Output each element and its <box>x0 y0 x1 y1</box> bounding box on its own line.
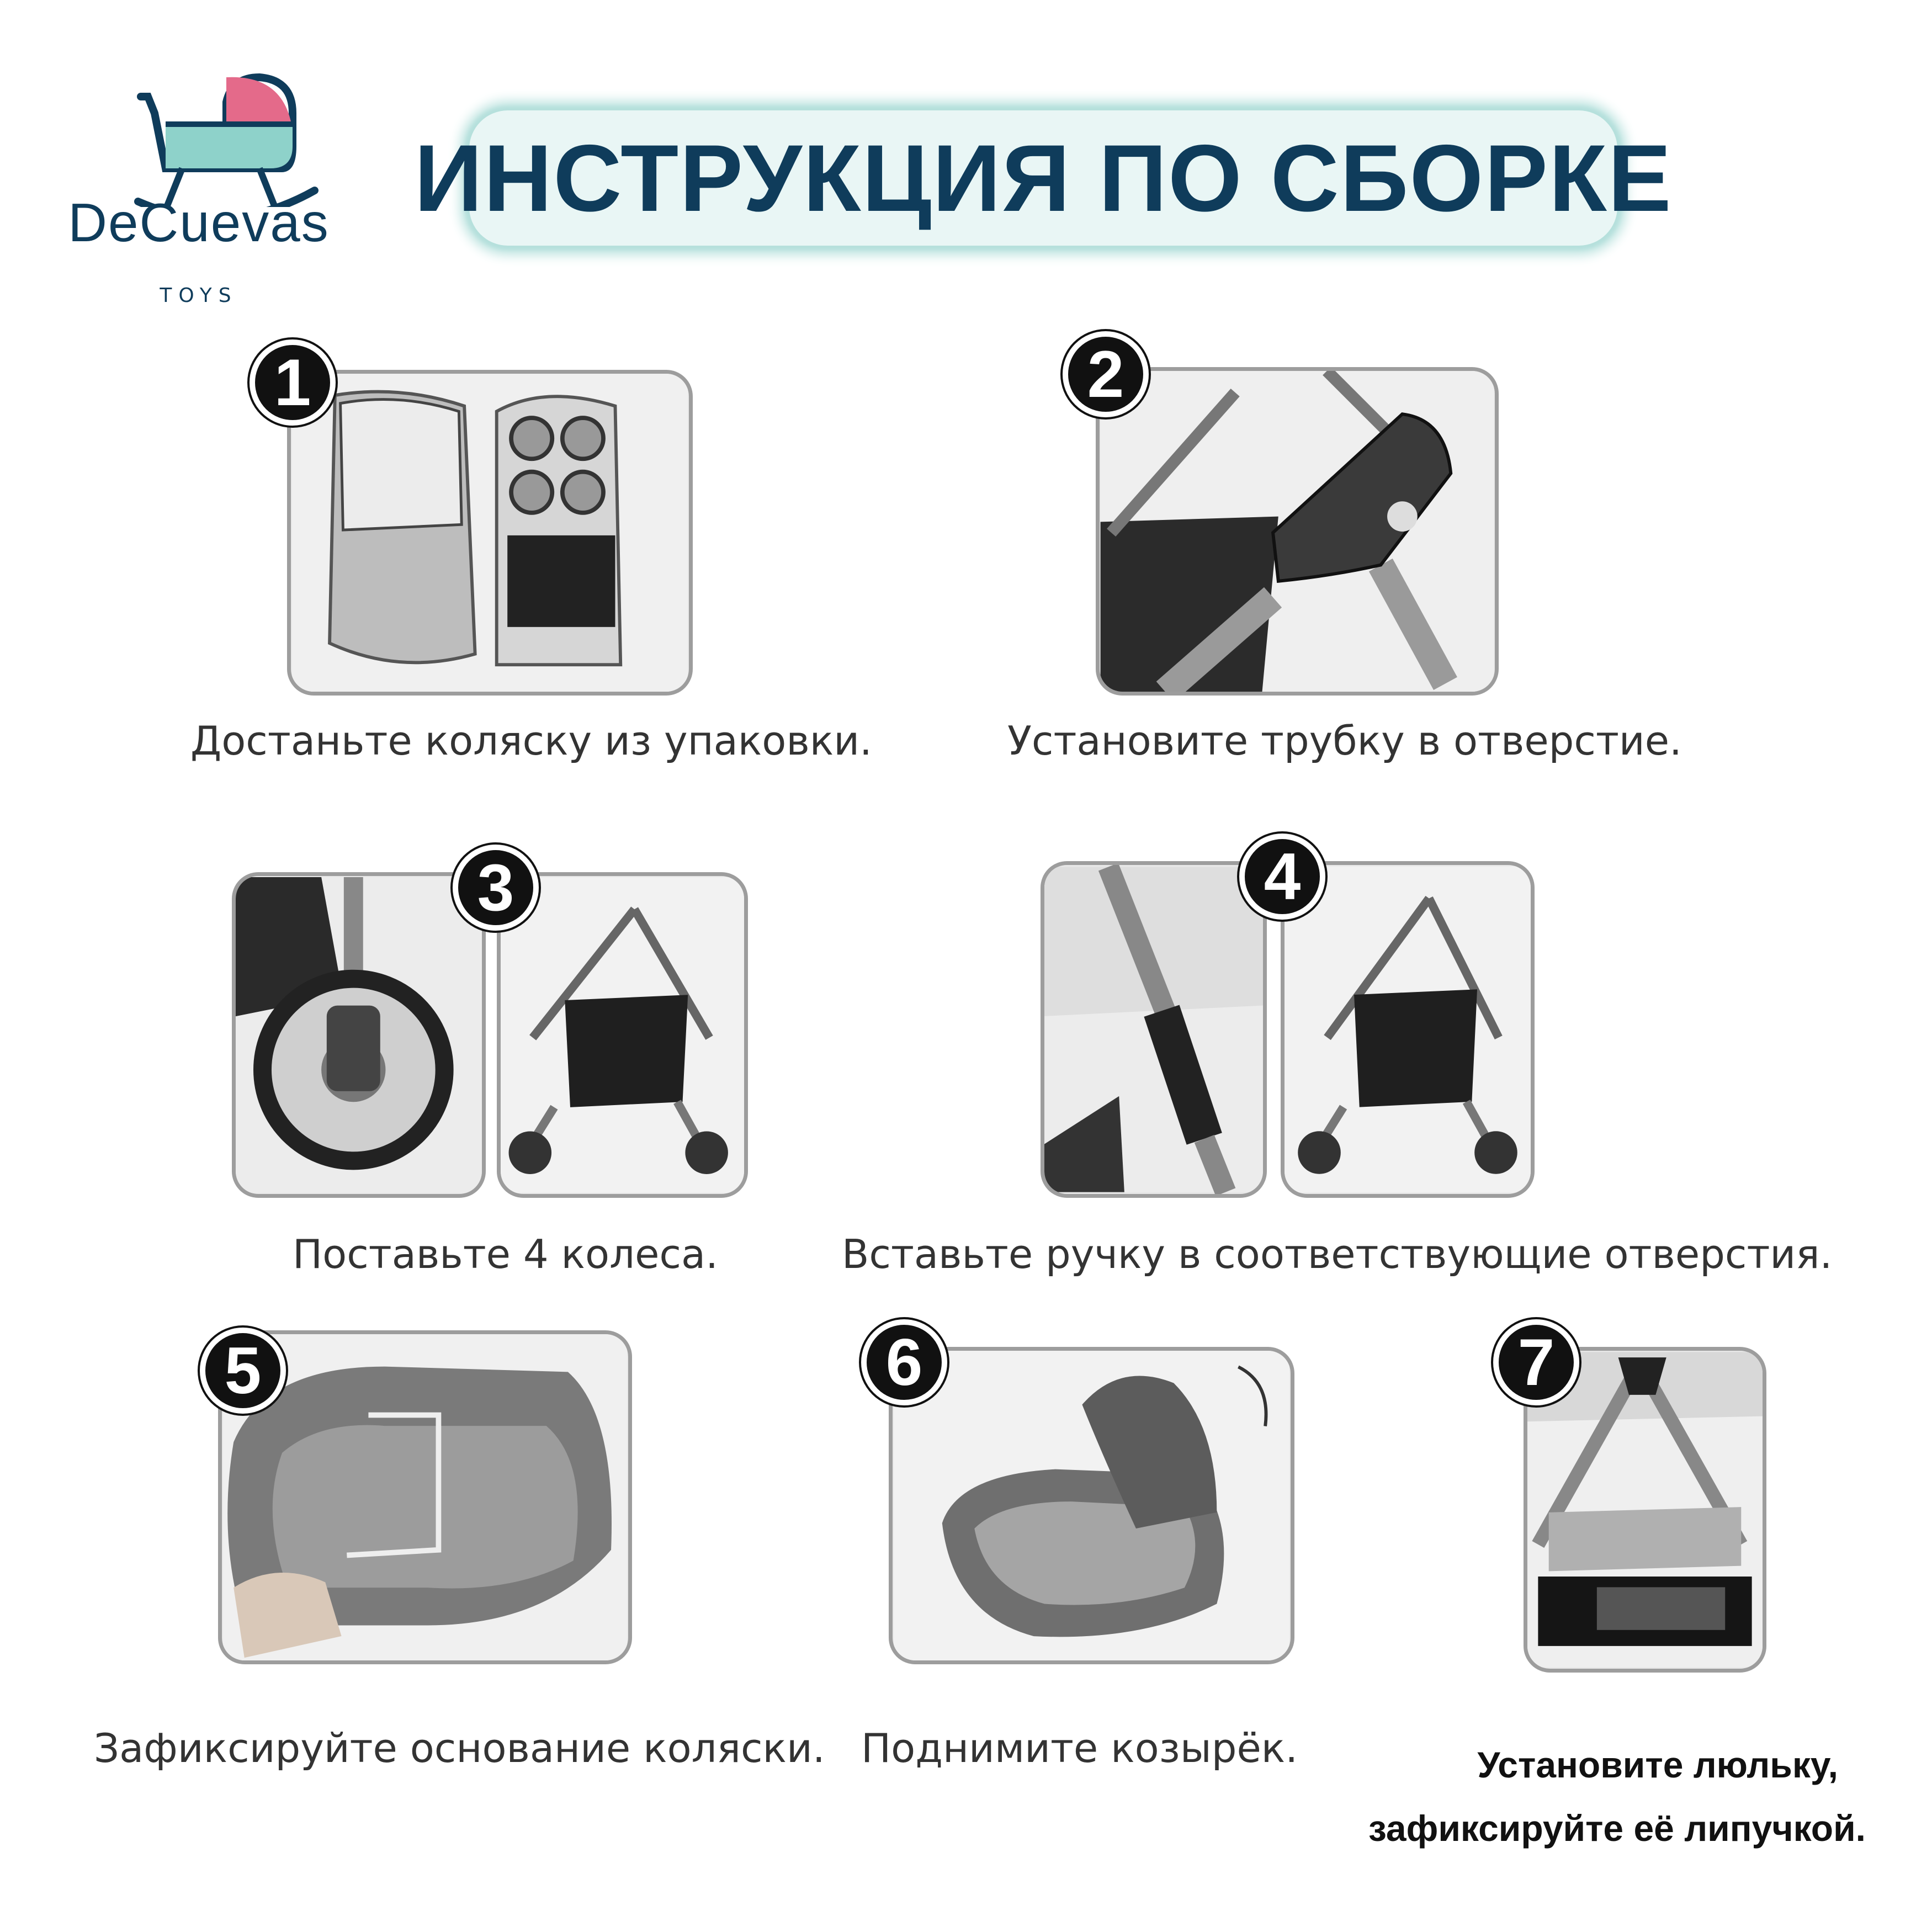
stroller-logo-icon <box>61 63 348 207</box>
step-6-image <box>889 1347 1294 1664</box>
step-3-image-b <box>497 872 748 1198</box>
step-3-image-a <box>232 872 486 1198</box>
step-1-caption: Достаньте коляску из упаковки. <box>190 718 872 764</box>
step-7-caption-line-2: зафиксируйте её липучкой. <box>1368 1808 1866 1849</box>
step-6-badge: 6 <box>861 1319 947 1405</box>
stroller-frame-wheels-illustration <box>1285 865 1531 1194</box>
tube-joint-illustration <box>1100 371 1495 692</box>
step-4-caption: Вставьте ручку в соответствующие отверстия. <box>842 1231 1833 1277</box>
brand-name: DeCuevas <box>68 192 330 253</box>
step-4-image-a <box>1041 861 1267 1198</box>
page-title-box <box>414 110 1673 246</box>
step-5-caption: Зафиксируйте основание коляски. <box>94 1725 825 1771</box>
step-2-image <box>1096 367 1499 696</box>
bassinet-mount-illustration <box>1527 1351 1763 1669</box>
brand-logo <box>61 63 348 323</box>
step-3-caption: Поставьте 4 колеса. <box>293 1231 718 1277</box>
page-title: ИНСТРУКЦИЯ ПО СБОРКЕ <box>414 125 1673 231</box>
step-2-badge: 2 <box>1063 331 1149 417</box>
step-3-badge: 3 <box>453 845 539 931</box>
step-4-badge: 4 <box>1239 834 1325 920</box>
step-6-caption: Поднимите козырёк. <box>861 1725 1298 1771</box>
step-1-image <box>287 370 693 696</box>
wheel-closeup-illustration <box>236 876 482 1194</box>
handle-insert-illustration <box>1044 865 1263 1194</box>
step-1-badge: 1 <box>250 339 336 426</box>
stroller-parts-illustration <box>291 374 689 692</box>
brand-sub: TOYS <box>160 284 238 307</box>
step-4-image-b <box>1281 861 1535 1198</box>
step-2-caption: Установите трубку в отверстие. <box>1007 718 1682 764</box>
stroller-frame-wheels-illustration <box>501 876 744 1194</box>
canopy-raise-illustration <box>893 1351 1291 1660</box>
step-7-badge: 7 <box>1493 1319 1579 1405</box>
step-7-caption-line-1: Установите люльку, <box>1477 1744 1838 1785</box>
step-5-badge: 5 <box>200 1328 286 1414</box>
